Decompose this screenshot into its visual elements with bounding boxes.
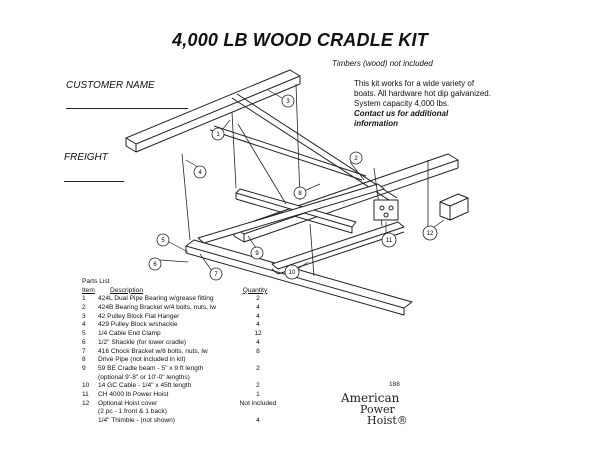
callout-11 (382, 233, 396, 247)
parts-list-row (82, 417, 277, 426)
part-description: 429 Pulley Block w/shackle (98, 321, 178, 329)
parts-list-row (82, 313, 277, 322)
parts-list-row (82, 382, 277, 391)
part-quantity: Not included (239, 399, 277, 407)
part-item-number: 2 (82, 304, 86, 312)
parts-list-row (82, 400, 277, 409)
parts-list-row (82, 391, 277, 400)
logo-line-2: Power (360, 403, 395, 416)
part-description: 416 Chock Bracket w/8 bolts, nuts, lw (98, 347, 208, 355)
callout-8 (294, 187, 306, 199)
svg-text:6: 6 (153, 262, 157, 268)
parts-list-row (82, 304, 277, 313)
part-description: 1/4 Cable End Clamp (98, 330, 161, 338)
logo-line-3: Hoist® (367, 414, 408, 427)
svg-text:4: 4 (198, 170, 202, 176)
callout-9 (251, 247, 263, 259)
timbers-note: Timbers (wood) not included (332, 59, 433, 68)
part-item-number: 8 (82, 356, 86, 364)
part-item-number: 7 (82, 347, 86, 355)
freight-label: FREIGHT (64, 152, 108, 163)
part-item-number: 6 (82, 338, 86, 346)
svg-text:10: 10 (288, 270, 296, 276)
intro-line-3: System capacity 4,000 lbs. (354, 99, 450, 108)
col-item-header: Item (82, 286, 95, 294)
parts-list-row (82, 365, 277, 374)
part-description: 59 BE Cradle beam - 5" x 9 ft length (98, 364, 204, 372)
contact-line-1: Contact us for additional (354, 109, 449, 118)
svg-text:3: 3 (286, 99, 290, 105)
part-item-number: 12 (82, 399, 90, 407)
callout-1 (212, 128, 224, 140)
part-item-number: 4 (82, 321, 86, 329)
part-item-number: 11 (82, 390, 89, 398)
part-description: 1/4" Thimble - (not shown) (98, 417, 175, 424)
part-quantity: 1 (256, 390, 260, 398)
callout-bubbles (149, 95, 437, 280)
part-item-number: 9 (82, 364, 86, 372)
col-description-header: Description (110, 286, 143, 294)
part-description: (2 pc - 1 front & 1 back) (98, 408, 167, 416)
part-description: Drive Pipe (not included in kit) (98, 356, 186, 364)
contact-line-2: information (354, 119, 398, 128)
svg-text:12: 12 (426, 231, 434, 237)
part-item-number: 1 (82, 295, 86, 303)
parts-list-row (82, 330, 277, 339)
intro-line-1: This kit works for a wide variety of (354, 79, 475, 88)
part-description: 424B Bearing Bracket w/4 bolts, nuts, lw (98, 304, 217, 312)
svg-text:9: 9 (255, 251, 259, 257)
parts-list-heading: Parts List (82, 278, 110, 285)
part-description: (optional 9'-8" or 10'-0" lengths) (98, 373, 190, 381)
intro-line-2: boats. All hardware hot dip galvanized. (354, 89, 491, 98)
part-description: 1/2" Shackle (for lower cradle) (98, 338, 187, 346)
part-quantity: 4 (256, 321, 260, 329)
callout-6 (149, 258, 161, 270)
logo-line-1: American (341, 391, 400, 405)
part-quantity: 2 (256, 382, 260, 390)
parts-list-row (82, 321, 277, 330)
callout-4 (194, 166, 206, 178)
part-item-number: 10 (82, 382, 90, 390)
upper-beam-left (126, 70, 300, 152)
page-title: 4,000 LB WOOD CRADLE KIT (172, 30, 428, 50)
part-quantity: 4 (256, 417, 260, 424)
parts-list (82, 278, 277, 426)
part-quantity: 8 (256, 347, 260, 355)
part-description: CH 4000 lb Power Hoist (98, 390, 169, 398)
customer-name-label: CUSTOMER NAME (66, 80, 155, 91)
col-quantity-header: Quantity (242, 286, 268, 294)
parts-list-row (82, 339, 277, 348)
parts-list-header-row (82, 287, 277, 296)
logo-code: 188 (389, 381, 400, 388)
part-quantity: 2 (256, 295, 260, 303)
callout-10 (285, 265, 299, 279)
svg-text:11: 11 (385, 238, 393, 244)
svg-text:7: 7 (214, 272, 218, 278)
part-description: 14 GC Cable - 1/4" x 45ft length (98, 382, 192, 390)
callout-5 (157, 234, 169, 246)
hoist-cover (440, 194, 468, 220)
part-item-number: 3 (82, 312, 86, 320)
svg-text:2: 2 (354, 156, 358, 162)
callout-3 (282, 95, 294, 107)
part-quantity: 12 (254, 330, 262, 338)
callout-2 (350, 152, 362, 164)
part-description: Optional Hoist cover (98, 399, 158, 407)
parts-list-row (82, 348, 277, 357)
hoist-unit (374, 200, 398, 220)
svg-text:1: 1 (216, 132, 220, 138)
parts-list-row (82, 408, 277, 417)
parts-list-heading-row (82, 278, 277, 287)
part-quantity: 2 (256, 364, 260, 372)
part-quantity: 4 (256, 338, 260, 346)
svg-text:5: 5 (161, 238, 165, 244)
svg-text:8: 8 (298, 191, 302, 197)
parts-list-rows (82, 295, 277, 425)
parts-list-row (82, 356, 277, 365)
part-description: 424L Dual Pipe Bearing w/grease fitting (98, 295, 214, 303)
part-item-number: 5 (82, 330, 86, 338)
parts-list-row (82, 374, 277, 383)
callout-12 (423, 226, 437, 240)
part-quantity: 4 (256, 312, 260, 320)
part-quantity: 4 (256, 304, 260, 312)
parts-list-row (82, 295, 277, 304)
part-description: 42 Pulley Block Flat Hanger (98, 312, 180, 320)
